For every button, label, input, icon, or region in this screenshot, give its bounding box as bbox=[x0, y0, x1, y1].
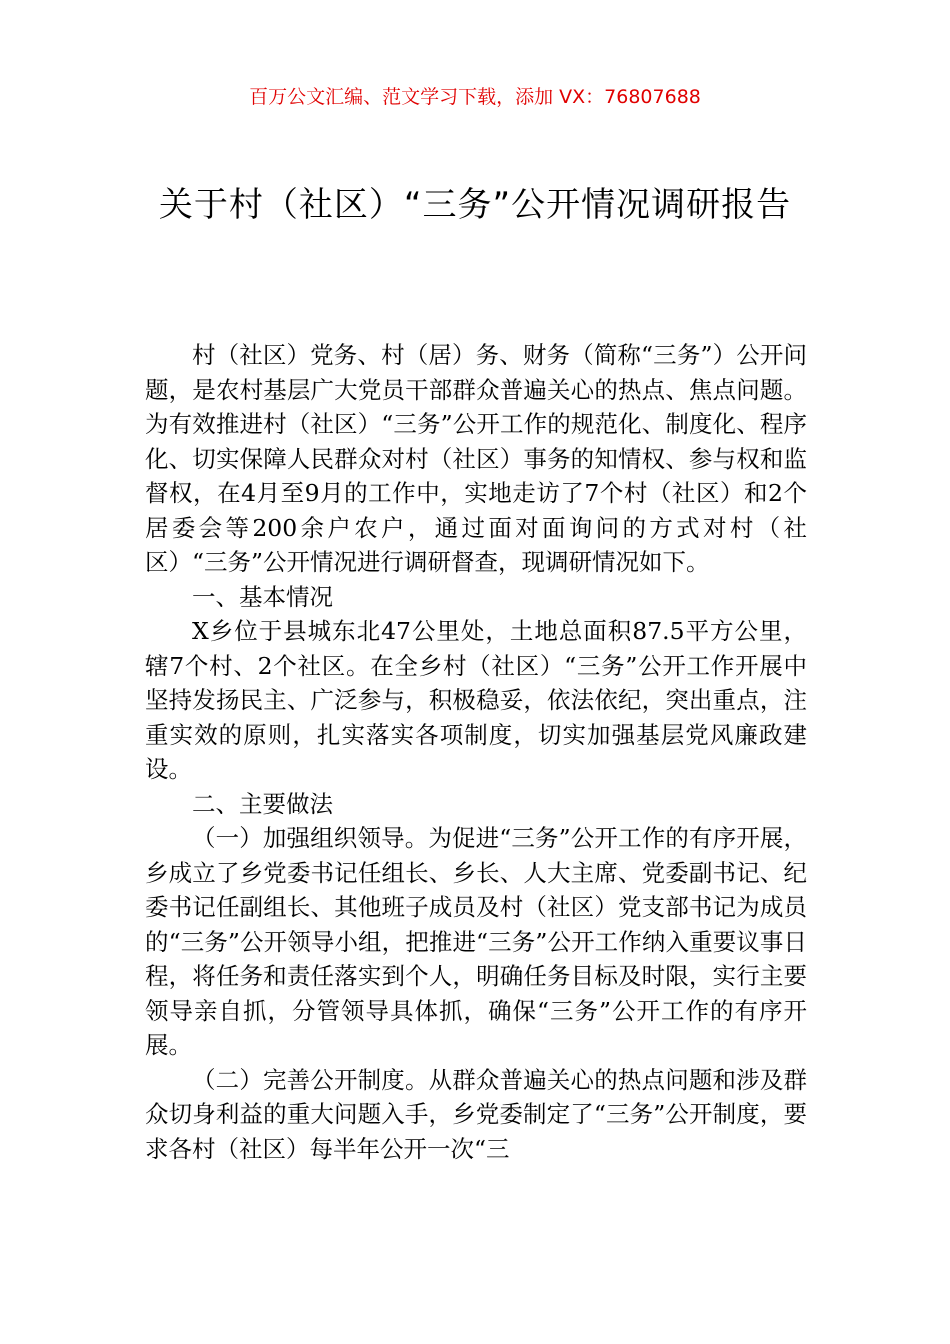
paragraph-system: （二）完善公开制度。从群众普遍关心的热点问题和涉及群众切身利益的重大问题入手，乡党委制定了“三务”公开制度，要求各村（社区）每半年公开一次“三 bbox=[145, 1065, 807, 1163]
document-body bbox=[145, 338, 807, 1166]
header-watermark-note: 百万公文汇编、范文学习下载，添加 VX：76807688 bbox=[249, 86, 701, 108]
paragraph-organization: （一）加强组织领导。为促进“三务”公开工作的有序开展，乡成立了乡党委书记任组长、乡长、人大主席、党委副书记、纪委书记任副组长、其他班子成员及村（社区）党支部书记为成员的“三务”公开领导小组，把推进“三务”公开工作纳入重要议事日程，将任务和责任落实到个人，明确任务目标及时限，实行主要领导亲自抓，分管领导具体抓，确保“三务”公开工作的有序开展。 bbox=[145, 824, 807, 1059]
paragraph-basic-situation: X乡位于县城东北47公里处，土地总面积87.5平方公里，辖7个村、2个社区。在全乡村（社区）“三务”公开工作开展中坚持发扬民主、广泛参与，积极稳妥，依法依纪，突出重点，注重实效的原则，扎实落实各项制度，切实加强基层党风廉政建设。 bbox=[145, 617, 807, 783]
section-heading-methods: 二、主要做法 bbox=[192, 789, 333, 818]
paragraph-intro: 村（社区）党务、村（居）务、财务（简称“三务”）公开问题，是农村基层广大党员干部群众普遍关心的热点、焦点问题。为有效推进村（社区）“三务”公开工作的规范化、制度化、程序化、切实保障人民群众对村（社区）事务的知情权、参与权和监督权，在4月至9月的工作中，实地走访了7个村（社区）和2个居委会等200余户农户，通过面对面询问的方式对村（社区）“三务”公开情况进行调研督查，现调研情况如下。 bbox=[145, 341, 807, 576]
section-heading-basic: 一、基本情况 bbox=[192, 582, 333, 611]
document-title: 关于村（社区）“三务”公开情况调研报告 bbox=[158, 185, 792, 225]
